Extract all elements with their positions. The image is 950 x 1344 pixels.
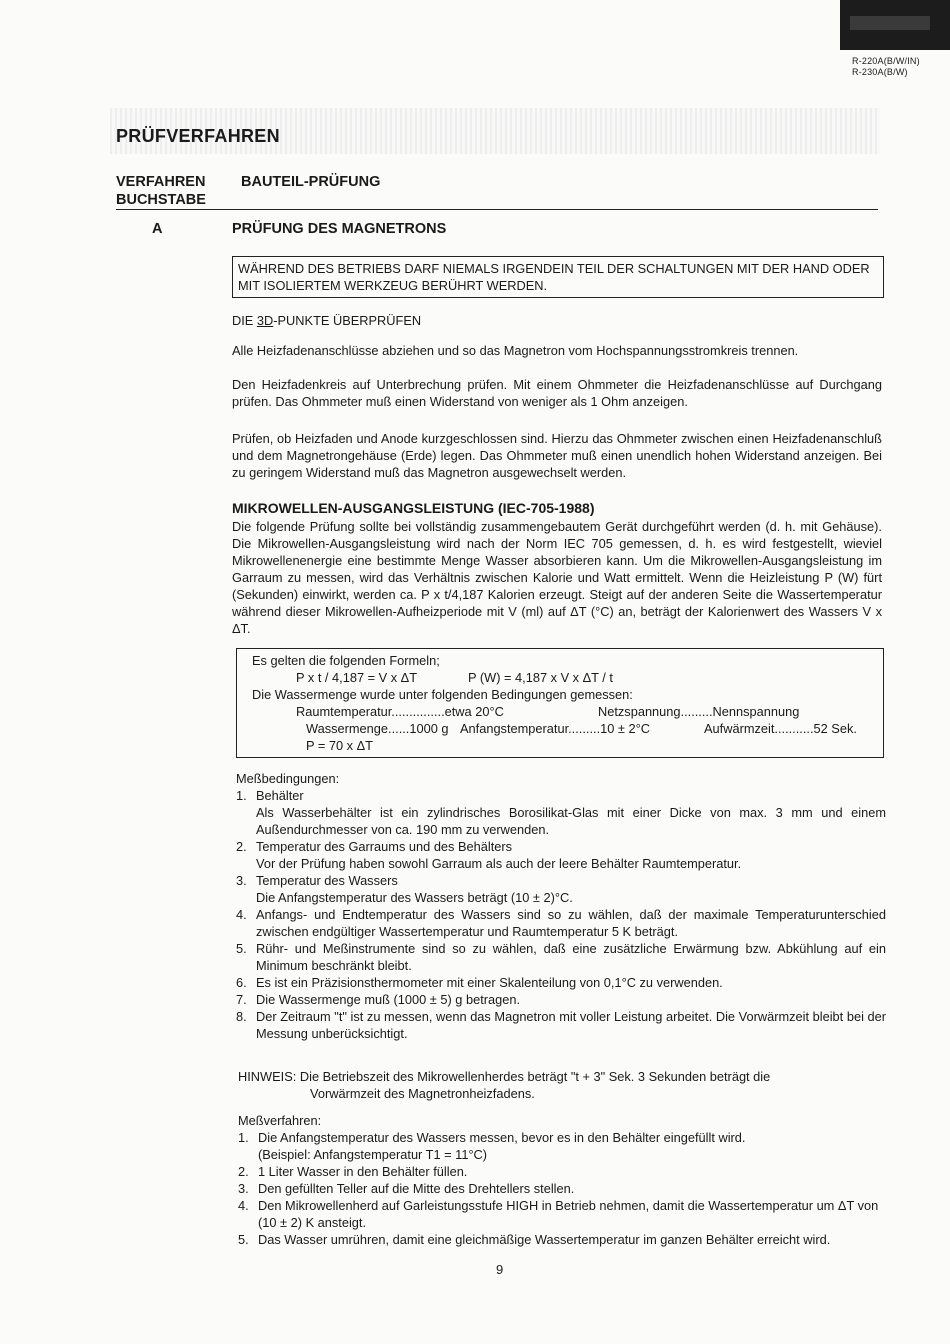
- check-points-label: [232, 312, 421, 329]
- paragraph-3: Prüfen, ob Heizfaden und Anode kurzgeschlossen sind. Hierzu das Ohmmeter zwischen einen Heizfadenanschluß und dem Magnetrongehäuse (Erde) legen. Das Ohmmeter muß einen unendlich hohen Widerstand anzeigen. Bei zu geringem Widerstand muß das Magnetron ausgewechselt werden.: [232, 431, 882, 480]
- procedure-list: [238, 1129, 888, 1248]
- hinweis-line-2: Vorwärmzeit des Magnetronheizfadens.: [310, 1086, 535, 1101]
- section-title: PRÜFUNG DES MAGNETRONS: [232, 221, 447, 237]
- check-points-suffix: -PUNKTE ÜBERPRÜFEN: [273, 313, 422, 328]
- hinweis-line-1: HINWEIS: Die Betriebszeit des Mikrowellenherdes beträgt "t + 3" Sek. 3 Sekunden beträgt die: [238, 1069, 771, 1084]
- list-item: 4. Den Mikrowellenherd auf Garleistungsstufe HIGH in Betrieb nehmen, damit die Wassertemperatur um ΔT von (10 ± 2) K ansteigt.: [238, 1198, 879, 1230]
- list-item: 3. Temperatur des Wassers Die Anfangstemperatur des Wassers beträgt (10 ± 2)°C.: [236, 873, 573, 905]
- formula-result: P = 70 x ΔT: [306, 738, 373, 753]
- column-header-bauteil: BAUTEIL-PRÜFUNG: [241, 174, 381, 190]
- list-item: 1. Behälter Als Wasserbehälter ist ein zylindrisches Borosilikat-Glas mit einer Dicke von max. 3 mm und einem Außendurchmesser von ca. 190 mm zu verwenden.: [236, 788, 886, 837]
- list-item: 3. Den gefüllten Teller auf die Mitte des Drehtellers stellen.: [238, 1181, 575, 1196]
- list-item: 2. 1 Liter Wasser in den Behälter füllen.: [238, 1164, 468, 1179]
- condition-water: Wassermenge......1000 g: [306, 721, 449, 736]
- section-letter: A: [152, 221, 163, 237]
- conditions-heading: Meßbedingungen:: [236, 771, 340, 786]
- formula-conditions-label: Die Wassermenge wurde unter folgenden Bedingungen gemessen:: [252, 687, 633, 702]
- header-rule: [116, 209, 878, 210]
- column-header-buchstabe: BUCHSTABE: [116, 192, 206, 208]
- formula-b: P (W) = 4,187 x V x ΔT / t: [468, 670, 613, 685]
- page-number: 9: [496, 1262, 504, 1277]
- procedure-heading: Meßverfahren:: [238, 1113, 322, 1128]
- paragraph-2: Den Heizfadenkreis auf Unterbrechung prüfen. Mit einem Ohmmeter die Heizfadenanschlüsse auf Durchgang prüfen. Das Ohmmeter muß einen Widerstand von weniger als 1 Ohm anzeigen.: [232, 377, 882, 409]
- condition-room-temp: Raumtemperatur...............etwa 20°C: [296, 704, 504, 719]
- list-item: 6. Es ist ein Präzisionsthermometer mit einer Skalenteilung von 0,1°C zu verwenden.: [236, 975, 723, 990]
- check-points-prefix: DIE: [232, 313, 257, 328]
- condition-voltage: Netzspannung.........Nennspannung: [598, 704, 800, 719]
- microwave-intro: Die folgende Prüfung sollte bei vollständig zusammengebautem Gerät durchgeführt werden (d. h. mit Gehäuse). Die Mikrowellen-Ausgangsleistung wird nach der Norm IEC 705 gemessen, d. h. es wird festgestellt, wieviel Mikrowellenenergie eine bestimmte Menge Wasser absorbieren kann. Um die Mikrowellen-Ausgangsleistung im Garraum zu messen, wird das Verhältnis zwischen Kalorie und Watt ermittelt. Wenn die Heizleistung P (W) fürt (Sekunden) einwirkt, werden ca. P x t/4,187 Kalorien erzeugt. Steigt auf der anderen Seite die Wassertemperatur während dieser Mikrowellen-Aufheizperiode mit V (ml) auf ΔT (°C) an, beträgt der Kalorienwert des Wassers V x ΔT.: [232, 519, 882, 636]
- formula-a: P x t / 4,187 = V x ΔT: [296, 670, 418, 685]
- conditions-list: [236, 787, 886, 1042]
- list-item: 2. Temperatur des Garraums und des Behälters Vor der Prüfung haben sowohl Garraum als auch der leere Behälter Raumtemperatur.: [236, 839, 742, 871]
- list-item: 4. Anfangs- und Endtemperatur des Wassers sind so zu wählen, daß der maximale Temperaturunterschied zwischen endgültiger Wassertemperatur und Raumtemperatur 5 K beträgt.: [236, 907, 886, 939]
- list-item: 7. Die Wassermenge muß (1000 ± 5) g betragen.: [236, 992, 521, 1007]
- model-number: R-230A(B/W): [852, 67, 908, 77]
- corner-logo-block: [840, 0, 950, 50]
- formula-intro: Es gelten die folgenden Formeln;: [252, 653, 440, 668]
- model-number: R-220A(B/W/IN): [852, 56, 920, 66]
- paragraph-1: Alle Heizfadenanschlüsse abziehen und so das Magnetron vom Hochspannungsstromkreis trennen.: [232, 343, 799, 358]
- list-item: 8. Der Zeitraum "t" ist zu messen, wenn das Magnetron mit voller Leistung arbeitet. Die Vorwärmzeit bleibt bei der Messung unberücksichtigt.: [236, 1009, 886, 1041]
- list-item: 1. Die Anfangstemperatur des Wassers messen, bevor es in den Behälter eingefüllt wird. (Beispiel: Anfangstemperatur T1 = 11°C): [238, 1130, 746, 1162]
- hinweis-note: [238, 1068, 888, 1102]
- check-points-underlined: 3D: [256, 313, 274, 328]
- microwave-heading: MIKROWELLEN-AUSGANGSLEISTUNG (IEC-705-1988): [232, 500, 595, 516]
- condition-start-temp: Anfangstemperatur.........10 ± 2°C: [460, 721, 650, 736]
- warning-box: WÄHREND DES BETRIEBS DARF NIEMALS IRGENDEIN TEIL DER SCHALTUNGEN MIT DER HAND ODER MIT ISOLIERTEM WERKZEUG BERÜHRT WERDEN.: [232, 256, 884, 298]
- page-title: PRÜFVERFAHREN: [116, 126, 280, 146]
- list-item: 5. Rühr- und Meßinstrumente sind so zu wählen, daß eine zusätzliche Erwärmung bzw. Abkühlung auf ein Minimum beschränkt bleibt.: [236, 941, 886, 973]
- model-list: [852, 56, 920, 78]
- condition-warmup: Aufwärmzeit...........52 Sek.: [704, 721, 857, 736]
- column-header-verfahren: VERFAHREN: [116, 174, 206, 190]
- list-item: 5. Das Wasser umrühren, damit eine gleichmäßige Wassertemperatur im ganzen Behälter erreicht wird.: [238, 1232, 831, 1247]
